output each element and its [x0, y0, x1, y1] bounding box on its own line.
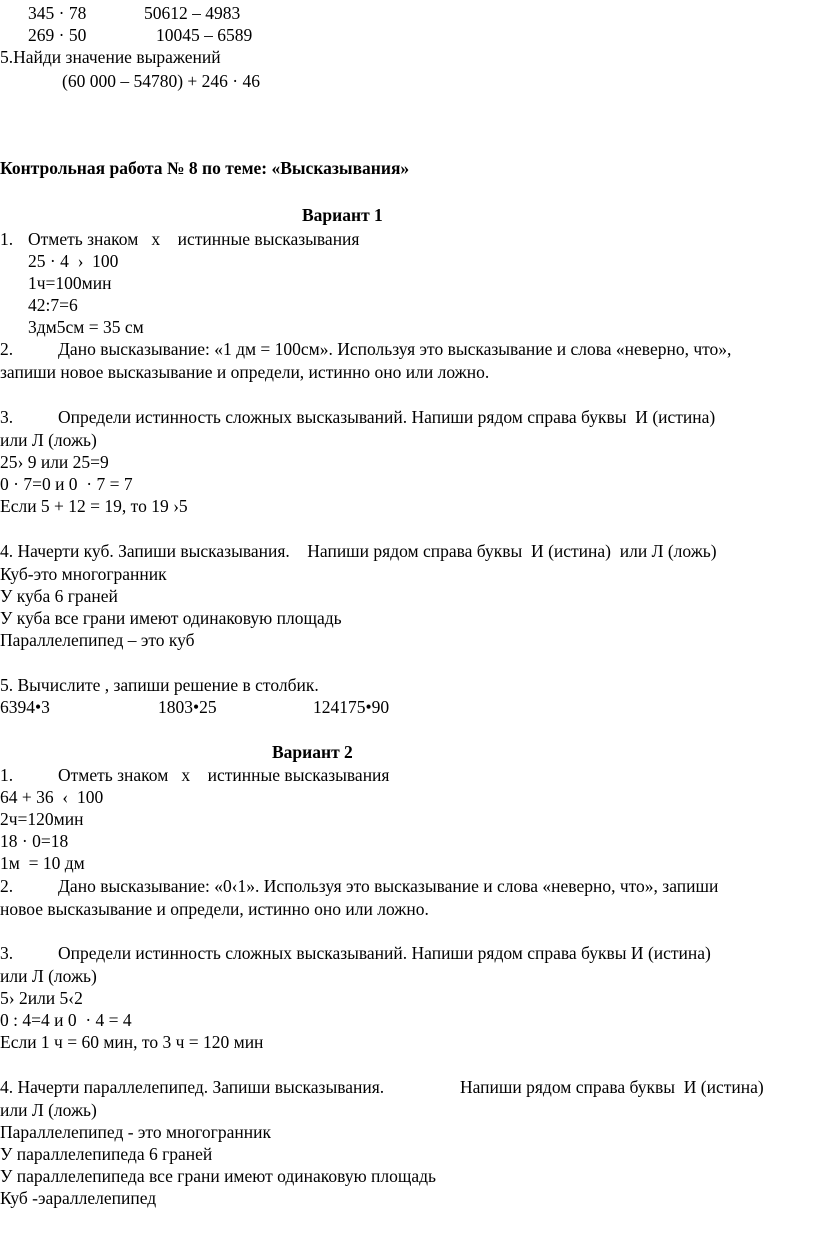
variant1-title: Вариант 1 — [302, 205, 383, 225]
v1-task4-line1: 4. Начерти куб. Запиши высказывания. Напиши рядом справа буквы И (истина) или Л (ложь) — [0, 541, 717, 561]
v1-task3-item: 0 · 7=0 и 0 · 7 = 7 — [0, 474, 133, 494]
v2-task4-item: У параллелепипеда 6 граней — [0, 1144, 213, 1164]
v1-task1-num: 1. — [0, 229, 14, 249]
v1-task1-text: Отметь знаком х истинные высказывания — [28, 229, 360, 249]
v2-task4-line1a: 4. Начерти параллелепипед. Запиши высказывания. — [0, 1077, 385, 1097]
v2-task4-line1b: Напиши рядом справа буквы И (истина) — [460, 1077, 764, 1097]
v2-task1-item: 1м = 10 дм — [0, 853, 85, 873]
v2-task3-item: 5› 2или 5‹2 — [0, 988, 83, 1008]
v2-task1-text: Отметь знаком х истинные высказывания — [58, 765, 390, 785]
v2-task4-line2: или Л (ложь) — [0, 1100, 97, 1120]
v2-task1-item: 2ч=120мин — [0, 809, 84, 829]
v1-task4-item: У куба 6 граней — [0, 586, 118, 606]
v2-task3-item: Если 1 ч = 60 мин, то 3 ч = 120 мин — [0, 1032, 264, 1052]
v1-task5-item: 6394•3 — [0, 697, 50, 717]
v1-task3-item: Если 5 + 12 = 19, то 19 ›5 — [0, 496, 188, 516]
v2-task1-num: 1. — [0, 765, 14, 785]
v2-task2-line1: Дано высказывание: «0‹1». Используя это высказывание и слова «неверно, что», запиши — [58, 876, 719, 896]
v1-task2-num: 2. — [0, 339, 14, 359]
v1-task3-line2: или Л (ложь) — [0, 430, 97, 450]
v2-task4-item: У параллелепипеда все грани имеют одинаковую площадь — [0, 1166, 436, 1186]
v2-task3-num: 3. — [0, 943, 14, 963]
v1-task3-line1: Определи истинность сложных высказываний. Напиши рядом справа буквы И (истина) — [58, 407, 716, 427]
task5-heading-top: 5.Найди значение выражений — [0, 47, 221, 67]
v1-task1-item: 42:7=6 — [28, 295, 78, 315]
expression-10045-6589: 10045 – 6589 — [156, 25, 253, 45]
v1-task3-num: 3. — [0, 407, 14, 427]
v2-task3-line1: Определи истинность сложных высказываний. Напиши рядом справа буквы И (истина) — [58, 943, 711, 963]
v1-task5-item: 124175•90 — [313, 697, 390, 717]
v1-task2-line1: Дано высказывание: «1 дм = 100см». Используя это высказывание и слова «неверно, что», — [58, 339, 732, 359]
v1-task5-item: 1803•25 — [158, 697, 217, 717]
v2-task2-line2: новое высказывание и определи, истинно оно или ложно. — [0, 899, 429, 919]
v2-task3-line2: или Л (ложь) — [0, 966, 97, 986]
v2-task4-item: Параллелепипед - это многогранник — [0, 1122, 271, 1142]
v2-task3-item: 0 : 4=4 и 0 · 4 = 4 — [0, 1010, 132, 1030]
expression-345x78: 345 · 78 — [28, 3, 87, 23]
v1-task1-item: 25 · 4 › 100 — [28, 251, 119, 271]
v2-task2-num: 2. — [0, 876, 14, 896]
v2-task4-item: Куб -эараллелепипед — [0, 1188, 157, 1208]
test-title: Контрольная работа № 8 по теме: «Высказывания» — [0, 158, 410, 178]
expression-269x50: 269 · 50 — [28, 25, 87, 45]
v1-task5-heading: 5. Вычислите , запиши решение в столбик. — [0, 675, 319, 695]
v1-task1-item: 1ч=100мин — [28, 273, 112, 293]
v1-task4-item: Куб-это многогранник — [0, 564, 167, 584]
expression-50612-4983: 50612 – 4983 — [144, 3, 241, 23]
v1-task4-item: У куба все грани имеют одинаковую площадь — [0, 608, 342, 628]
v1-task1-item: 3дм5см = 35 см — [28, 317, 144, 337]
v2-task1-item: 18 · 0=18 — [0, 831, 69, 851]
v1-task3-item: 25› 9 или 25=9 — [0, 452, 109, 472]
v1-task2-line2: запиши новое высказывание и определи, истинно оно или ложно. — [0, 362, 490, 382]
v1-task4-item: Параллелепипед – это куб — [0, 630, 195, 650]
task5-expression-top: (60 000 – 54780) + 246 · 46 — [62, 71, 260, 91]
v2-task1-item: 64 + 36 ‹ 100 — [0, 787, 104, 807]
variant2-title: Вариант 2 — [272, 742, 353, 762]
